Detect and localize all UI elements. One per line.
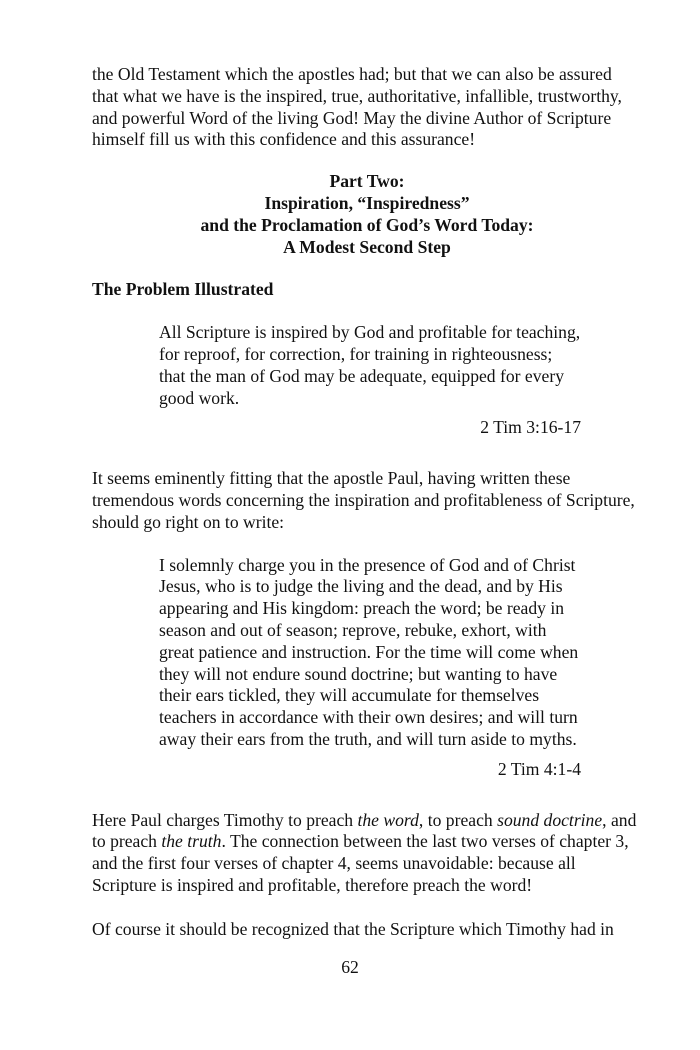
- quote-citation: 2 Tim 3:16-17: [480, 417, 581, 438]
- text-run: . The connection between the last two verses of chapter 3, and the first four verses of chapter 4, seems unavoidable: because all Scripture is inspired and profitable, therefore preach the word!: [92, 831, 629, 895]
- subheading: The Problem Illustrated: [92, 279, 274, 300]
- text-run: , to preach: [418, 809, 498, 830]
- quote-text: All Scripture is inspired by God and profitable for teaching, for reproof, for correction, for training in righteousness; that the man of God may be adequate, equipped for every good work.: [159, 322, 581, 408]
- opening-paragraph: the Old Testament which the apostles had; but that we can also be assured that what we have is the inspired, true, authoritative, infallible, trustworthy, and powerful Word of the living God! May the divine Author of Scripture himself fill us with this confidence and this assurance!: [92, 64, 622, 150]
- body-paragraph: Of course it should be recognized that the Scripture which Timothy had in: [92, 918, 614, 939]
- text-run: Here Paul charges Timothy to preach: [92, 809, 358, 830]
- heading-subtitle: A Modest Second Step: [283, 236, 451, 257]
- emphasis: the word: [357, 809, 419, 830]
- quote-citation: 2 Tim 4:1-4: [497, 758, 581, 779]
- emphasis: the truth: [161, 831, 222, 852]
- heading-title-line-1: Inspiration, “Inspiredness”: [264, 192, 470, 213]
- block-quote-2: [159, 555, 581, 781]
- page-body: [92, 64, 642, 941]
- emphasis: sound doctrine: [497, 809, 603, 830]
- block-quote-1: [159, 322, 581, 439]
- heading-title-line-2: and the Proclamation of God’s Word Today:: [200, 214, 534, 235]
- quote-text: I solemnly charge you in the presence of God and of Christ Jesus, who is to judge the living and the dead, and by His appearing and His kingdom: preach the word; be ready in season and out of season; reprove, rebuke, exhort, with great patience and instruction. For the time will come when they will not endure sound doctrine; but wanting to have their ears tickled, they will accumulate for themselves teachers in accordance with their own desires; and will turn away their ears from the truth, and will turn aside to myths.: [159, 554, 579, 749]
- heading-part-label: Part Two:: [329, 171, 405, 192]
- body-paragraph: It seems eminently fitting that the apostle Paul, having written these tremendous words concerning the inspiration and profitableness of Scripture, should go right on to write:: [92, 468, 635, 532]
- body-paragraph: [92, 810, 642, 897]
- page-number: 62: [341, 957, 359, 977]
- section-heading: [92, 171, 642, 258]
- text-run: , and to preach: [92, 809, 637, 852]
